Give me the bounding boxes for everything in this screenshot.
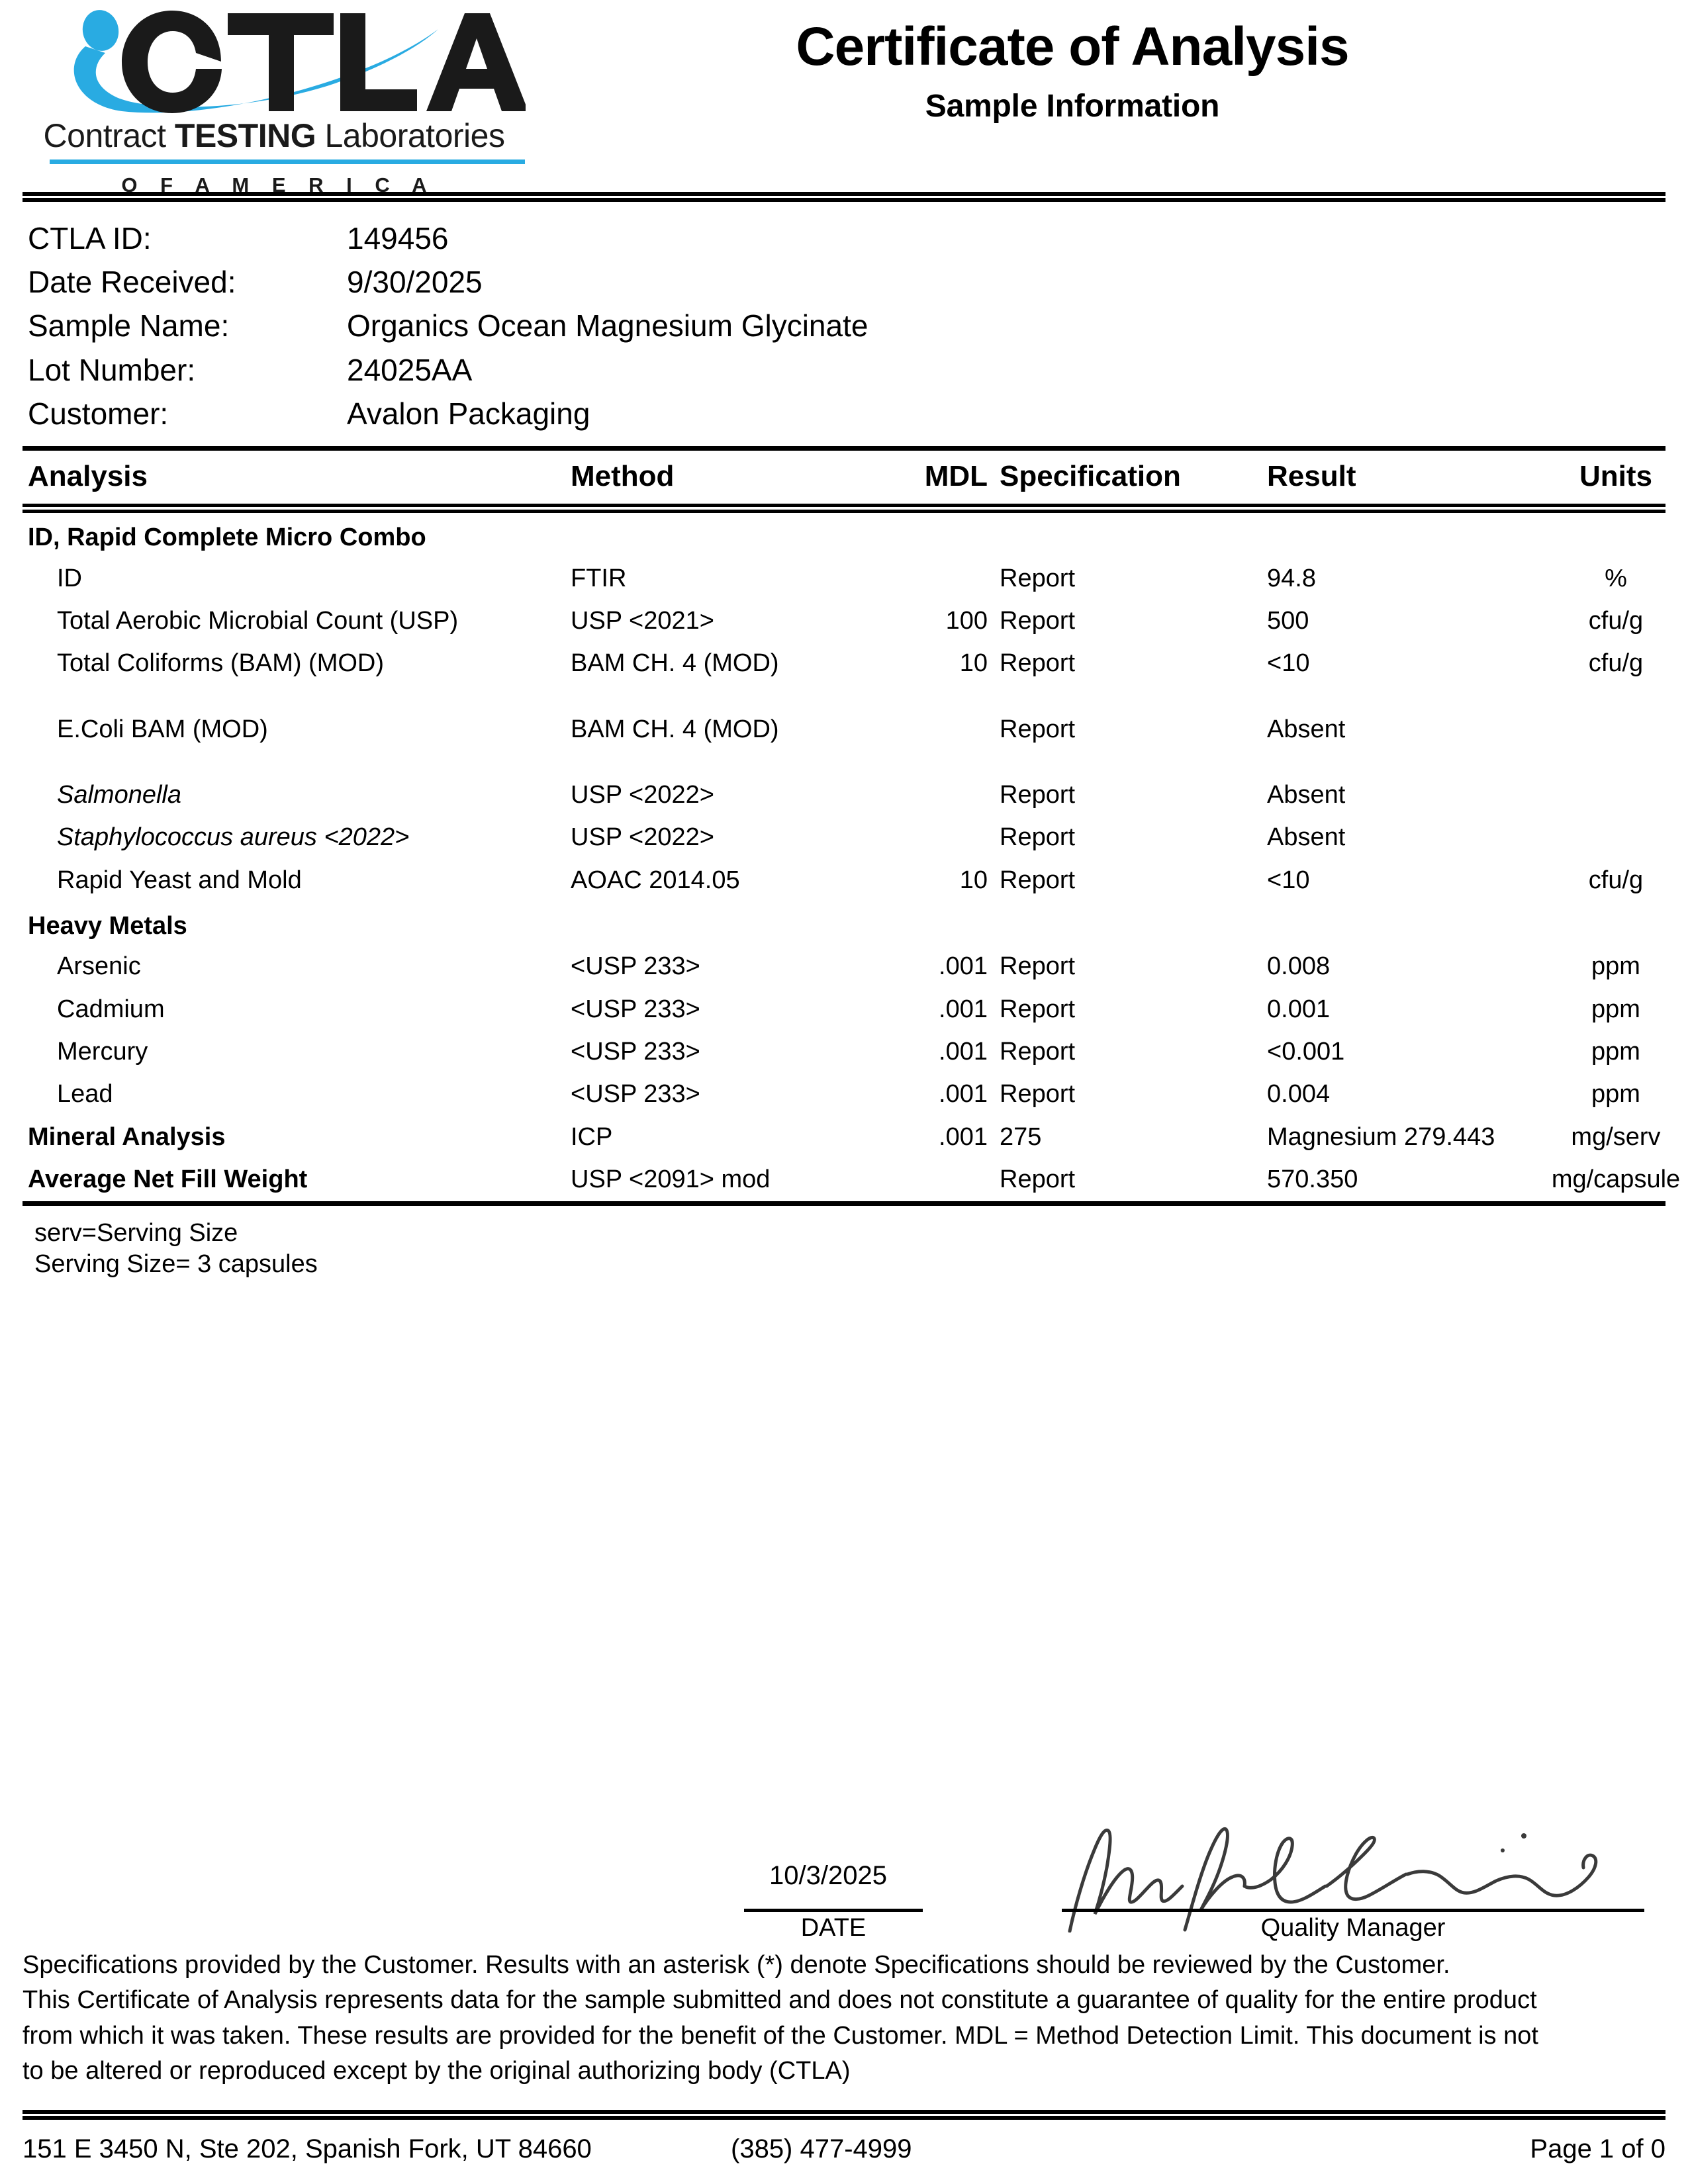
cell-mdl: .001 bbox=[939, 1080, 988, 1109]
cell-result: <10 bbox=[1267, 866, 1310, 894]
table-row bbox=[23, 600, 1687, 642]
company-logo bbox=[23, 0, 552, 197]
cell-method: FTIR bbox=[571, 564, 627, 592]
cell-analysis: Average Net Fill Weight bbox=[28, 1165, 308, 1194]
group-units-heavy-metals bbox=[1545, 901, 1687, 945]
disclaimer-block bbox=[23, 1949, 1665, 2091]
cell-mdl: 100 bbox=[945, 606, 988, 635]
cell-analysis: Arsenic bbox=[57, 952, 141, 981]
cell-units: cfu/g bbox=[1588, 866, 1644, 894]
cell-result: 0.004 bbox=[1267, 1080, 1331, 1109]
table-row-average-net-fill-weight bbox=[23, 1158, 1687, 1201]
value-customer: Avalon Packaging bbox=[347, 396, 590, 431]
cell-analysis: Mineral Analysis bbox=[28, 1122, 226, 1151]
cell-result: 500 bbox=[1267, 606, 1309, 635]
value-ctla-id: 149456 bbox=[347, 221, 449, 255]
cell-result: 0.001 bbox=[1267, 995, 1331, 1023]
cell-method: USP <2091> mod bbox=[571, 1165, 771, 1194]
table-row bbox=[23, 816, 1687, 858]
cell-units: cfu/g bbox=[1588, 649, 1644, 678]
cell-specification: Report bbox=[1000, 715, 1076, 743]
label-ctla-id: CTLA ID: bbox=[28, 221, 152, 255]
table-row bbox=[23, 1030, 1687, 1073]
sample-info-row-date-received bbox=[28, 260, 1665, 304]
logo-country-line: O F A M E R I C A bbox=[121, 173, 436, 197]
cell-units: ppm bbox=[1591, 952, 1640, 981]
cell-method: AOAC 2014.05 bbox=[571, 866, 740, 894]
table-row bbox=[23, 642, 1687, 707]
cell-result: <0.001 bbox=[1267, 1038, 1345, 1066]
cell-specification: Report bbox=[1000, 866, 1076, 894]
cell-mdl: 10 bbox=[959, 649, 988, 678]
cell-units bbox=[1545, 774, 1687, 816]
cell-units: % bbox=[1605, 564, 1627, 592]
sample-info-row-sample-name bbox=[28, 304, 1665, 347]
cell-mdl: 10 bbox=[959, 866, 988, 894]
cell-method: USP <2022> bbox=[571, 780, 714, 809]
table-row-mineral-analysis bbox=[23, 1116, 1687, 1158]
cell-specification: Report bbox=[1000, 1080, 1076, 1109]
cell-specification: Report bbox=[1000, 606, 1076, 635]
table-row bbox=[23, 557, 1687, 600]
cell-mdl bbox=[849, 708, 988, 774]
cell-mdl: .001 bbox=[939, 952, 988, 981]
cell-analysis: Rapid Yeast and Mold bbox=[57, 866, 302, 894]
table-group-row-micro-combo bbox=[23, 513, 1687, 557]
cell-method: <USP 233> bbox=[571, 952, 700, 981]
signature-area bbox=[23, 1853, 1665, 1959]
cell-result: Absent bbox=[1267, 715, 1346, 743]
label-sample-name: Sample Name: bbox=[28, 308, 230, 343]
col-header-mdl: MDL bbox=[924, 460, 988, 493]
group-mdl-micro-combo bbox=[849, 513, 988, 557]
results-table bbox=[23, 451, 1687, 504]
group-mdl-heavy-metals bbox=[849, 901, 988, 945]
cell-specification: Report bbox=[1000, 823, 1076, 852]
cell-method: USP <2021> bbox=[571, 606, 714, 635]
label-customer: Customer: bbox=[28, 396, 169, 431]
cell-units bbox=[1545, 708, 1687, 774]
cell-specification: Report bbox=[1000, 564, 1076, 592]
results-table-head bbox=[23, 451, 1687, 504]
footer-divider bbox=[23, 2110, 1665, 2120]
cell-analysis: Salmonella bbox=[57, 780, 181, 809]
cell-result: <10 bbox=[1267, 649, 1310, 678]
cell-method: <USP 233> bbox=[571, 1080, 700, 1109]
footer-address: 151 E 3450 N, Ste 202, Spanish Fork, UT 84660 bbox=[23, 2134, 592, 2163]
signature-date-line bbox=[744, 1909, 923, 1912]
cell-analysis: Total Coliforms (BAM) (MOD) bbox=[57, 649, 385, 678]
value-lot-number: 24025AA bbox=[347, 352, 473, 387]
cell-method: ICP bbox=[571, 1122, 613, 1151]
cell-units: ppm bbox=[1591, 995, 1640, 1023]
cell-analysis: Staphylococcus aureus <2022> bbox=[57, 823, 410, 852]
sample-info-row-customer bbox=[28, 392, 1665, 435]
value-date-received: 9/30/2025 bbox=[347, 265, 483, 300]
cell-mdl: .001 bbox=[939, 1038, 988, 1066]
col-header-specification: Specification bbox=[1000, 460, 1181, 493]
cell-result: 570.350 bbox=[1267, 1165, 1358, 1194]
cell-mdl bbox=[849, 1158, 988, 1201]
cell-specification: Report bbox=[1000, 780, 1076, 809]
cell-method: BAM CH. 4 (MOD) bbox=[571, 649, 779, 678]
cell-method: USP <2022> bbox=[571, 823, 714, 852]
table-row bbox=[23, 1073, 1687, 1115]
results-table-body bbox=[23, 513, 1687, 1201]
disclaimer-line-1: Specifications provided by the Customer. Results with an asterisk (*) denote Specifications should be reviewed by the Customer. bbox=[23, 1951, 1450, 1979]
signature-date-label: DATE bbox=[800, 1914, 867, 1942]
sample-information-block bbox=[23, 202, 1665, 446]
logo-tagline-pre: Contract bbox=[43, 117, 175, 154]
page-header bbox=[23, 0, 1665, 197]
logo-tagline-post: Laboratories bbox=[316, 117, 505, 154]
cell-specification: Report bbox=[1000, 995, 1076, 1023]
quality-manager-label: Quality Manager bbox=[1260, 1914, 1446, 1942]
cell-units: ppm bbox=[1591, 1080, 1640, 1109]
page-subtitle: Sample Information bbox=[925, 89, 1220, 124]
cell-mdl: .001 bbox=[939, 995, 988, 1023]
results-table-body-wrap bbox=[23, 513, 1687, 1201]
cell-analysis: Total Aerobic Microbial Count (USP) bbox=[57, 606, 459, 635]
table-row bbox=[23, 859, 1687, 901]
note-serv-abbrev: serv=Serving Size bbox=[34, 1218, 238, 1247]
cell-units: mg/capsule bbox=[1551, 1165, 1681, 1194]
group-method-micro-combo bbox=[571, 513, 849, 557]
cell-analysis: Lead bbox=[57, 1080, 113, 1109]
cell-analysis: E.Coli BAM (MOD) bbox=[57, 715, 268, 743]
ctla-wordmark-icon bbox=[23, 5, 526, 119]
group-label-heavy-metals: Heavy Metals bbox=[28, 912, 187, 940]
table-row bbox=[23, 774, 1687, 816]
group-method-heavy-metals bbox=[571, 901, 849, 945]
col-header-method: Method bbox=[571, 460, 675, 493]
label-date-received: Date Received: bbox=[28, 265, 236, 300]
value-sample-name: Organics Ocean Magnesium Glycinate bbox=[347, 308, 868, 343]
cell-mdl: .001 bbox=[939, 1122, 988, 1151]
col-header-units: Units bbox=[1579, 460, 1652, 493]
cell-analysis: ID bbox=[57, 564, 82, 592]
footer-page-number: Page 1 of 0 bbox=[1530, 2134, 1665, 2163]
logo-tagline-bold: TESTING bbox=[174, 117, 316, 154]
col-header-analysis: Analysis bbox=[28, 460, 148, 493]
cell-units bbox=[1545, 816, 1687, 858]
cell-mdl bbox=[849, 774, 988, 816]
cell-specification: Report bbox=[1000, 1165, 1076, 1194]
cell-specification: 275 bbox=[1000, 1122, 1042, 1151]
sample-info-row-lot-number bbox=[28, 348, 1665, 392]
cell-units: ppm bbox=[1591, 1038, 1640, 1066]
cell-specification: Report bbox=[1000, 952, 1076, 981]
group-result-heavy-metals bbox=[1264, 901, 1545, 945]
group-spec-micro-combo bbox=[988, 513, 1264, 557]
group-label-micro-combo: ID, Rapid Complete Micro Combo bbox=[28, 523, 426, 552]
table-row bbox=[23, 708, 1687, 774]
cell-analysis: Mercury bbox=[57, 1038, 148, 1066]
cell-units: cfu/g bbox=[1588, 606, 1644, 635]
page-title: Certificate of Analysis bbox=[796, 17, 1349, 77]
footer-phone: (385) 477-4999 bbox=[731, 2134, 912, 2163]
note-serving-size: Serving Size= 3 capsules bbox=[34, 1250, 318, 1279]
logo-tagline bbox=[23, 116, 526, 155]
sample-info-row-ctla-id bbox=[28, 216, 1665, 260]
cell-analysis: Cadmium bbox=[57, 995, 165, 1023]
table-row bbox=[23, 945, 1687, 987]
group-spec-heavy-metals bbox=[988, 901, 1264, 945]
disclaimer-line-4: to be altered or reproduced except by the original authorizing body (CTLA) bbox=[23, 2057, 851, 2085]
col-header-result: Result bbox=[1267, 460, 1356, 493]
cell-specification: Report bbox=[1000, 1038, 1076, 1066]
footer-row bbox=[23, 2134, 1665, 2164]
table-header-divider bbox=[23, 504, 1665, 513]
logo-accent-rule bbox=[50, 159, 525, 164]
disclaimer-line-3: from which it was taken. These results are provided for the benefit of the Customer. MDL = Method Detection Limit. This document is not bbox=[23, 2021, 1538, 2050]
cell-result: Absent bbox=[1267, 823, 1346, 852]
table-bottom-divider bbox=[23, 1201, 1665, 1206]
group-result-micro-combo bbox=[1264, 513, 1545, 557]
cell-result: 94.8 bbox=[1267, 564, 1316, 592]
group-units-micro-combo bbox=[1545, 513, 1687, 557]
cell-mdl bbox=[849, 557, 988, 600]
table-row bbox=[23, 988, 1687, 1030]
label-lot-number: Lot Number: bbox=[28, 352, 196, 387]
sample-info-divider bbox=[23, 446, 1665, 451]
title-block bbox=[552, 0, 1665, 124]
signature-date: 10/3/2025 bbox=[769, 1861, 887, 1890]
cell-method: <USP 233> bbox=[571, 1038, 700, 1066]
cell-specification: Report bbox=[1000, 649, 1076, 678]
cell-mdl bbox=[849, 816, 988, 858]
table-group-row-heavy-metals bbox=[23, 901, 1687, 945]
page-footer bbox=[23, 2110, 1665, 2164]
cell-result: 0.008 bbox=[1267, 952, 1331, 981]
cell-method: <USP 233> bbox=[571, 995, 700, 1023]
cell-result: Absent bbox=[1267, 780, 1346, 809]
notes-block bbox=[23, 1206, 1665, 1281]
quality-manager-line bbox=[1062, 1909, 1644, 1912]
table-header-row bbox=[23, 451, 1687, 504]
cell-units: mg/serv bbox=[1571, 1122, 1661, 1151]
cell-method: BAM CH. 4 (MOD) bbox=[571, 715, 779, 743]
disclaimer-line-2: This Certificate of Analysis represents data for the sample submitted and does not constitute a guarantee of quality for the entire product bbox=[23, 1986, 1537, 2015]
cell-result: Magnesium 279.443 bbox=[1267, 1122, 1495, 1151]
